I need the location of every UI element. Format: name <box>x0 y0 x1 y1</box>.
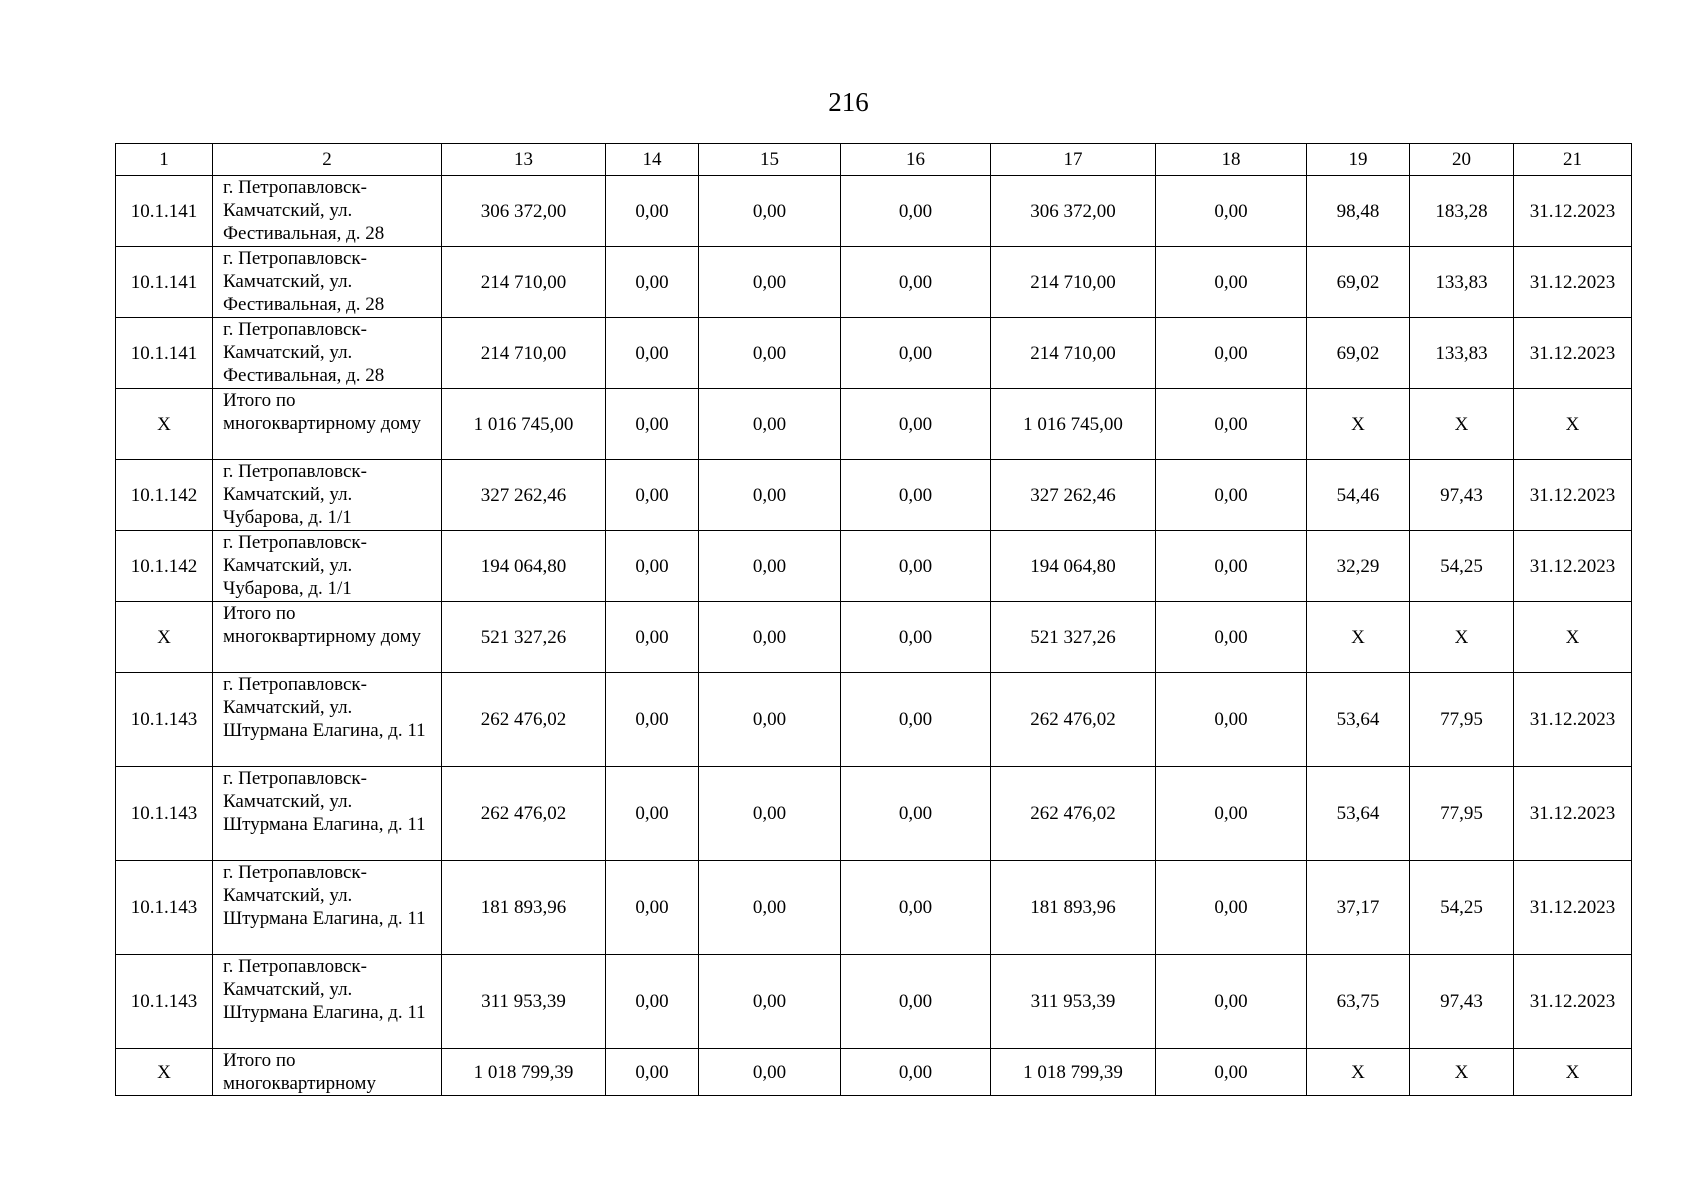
cell-value: 0,00 <box>606 767 699 861</box>
cell-number: 10.1.143 <box>116 955 213 1049</box>
cell-value: 0,00 <box>699 247 841 318</box>
cell-value: 0,00 <box>1156 460 1307 531</box>
cell-value: 97,43 <box>1410 460 1514 531</box>
cell-value: 77,95 <box>1410 767 1514 861</box>
cell-value: 0,00 <box>1156 531 1307 602</box>
cell-value: 0,00 <box>699 861 841 955</box>
cell-number: 10.1.141 <box>116 176 213 247</box>
data-table <box>115 143 1632 1096</box>
column-header: 20 <box>1410 144 1514 176</box>
cell-value: Х <box>1307 389 1410 460</box>
cell-value: 0,00 <box>606 176 699 247</box>
cell-value: 0,00 <box>606 389 699 460</box>
table-row <box>116 460 1632 531</box>
cell-value: 69,02 <box>1307 318 1410 389</box>
cell-value: 133,83 <box>1410 247 1514 318</box>
cell-number: 10.1.141 <box>116 318 213 389</box>
table-row <box>116 955 1632 1049</box>
table-row <box>116 318 1632 389</box>
cell-value: 181 893,96 <box>991 861 1156 955</box>
cell-value: 214 710,00 <box>991 247 1156 318</box>
cell-value: 63,75 <box>1307 955 1410 1049</box>
cell-value: 133,83 <box>1410 318 1514 389</box>
table-row <box>116 673 1632 767</box>
cell-value: 311 953,39 <box>442 955 606 1049</box>
cell-value: 0,00 <box>841 318 991 389</box>
cell-address: Итого по многоквартирному дому <box>213 602 442 673</box>
cell-value: 306 372,00 <box>991 176 1156 247</box>
cell-number: Х <box>116 389 213 460</box>
cell-value: 194 064,80 <box>442 531 606 602</box>
cell-value: 0,00 <box>699 389 841 460</box>
cell-address: г. Петропавловск-Камчатский, ул. Штурмана Елагина, д. 11 <box>213 767 442 861</box>
cell-address: г. Петропавловск-Камчатский, ул. Штурмана Елагина, д. 11 <box>213 673 442 767</box>
cell-address: г. Петропавловск-Камчатский, ул. Штурмана Елагина, д. 11 <box>213 955 442 1049</box>
cell-value: 0,00 <box>606 602 699 673</box>
column-header: 1 <box>116 144 213 176</box>
cell-value: 0,00 <box>606 1049 699 1096</box>
cell-value: 54,46 <box>1307 460 1410 531</box>
cell-value: 53,64 <box>1307 673 1410 767</box>
cell-value: 0,00 <box>606 673 699 767</box>
cell-value: 0,00 <box>841 767 991 861</box>
cell-value: 37,17 <box>1307 861 1410 955</box>
cell-date: Х <box>1514 602 1632 673</box>
cell-value: 0,00 <box>699 176 841 247</box>
cell-number: Х <box>116 1049 213 1096</box>
cell-value: 0,00 <box>606 955 699 1049</box>
cell-date: 31.12.2023 <box>1514 861 1632 955</box>
cell-value: 0,00 <box>841 861 991 955</box>
cell-value: 0,00 <box>841 176 991 247</box>
table-row <box>116 531 1632 602</box>
cell-date: 31.12.2023 <box>1514 955 1632 1049</box>
cell-value: 306 372,00 <box>442 176 606 247</box>
cell-value: 0,00 <box>841 955 991 1049</box>
table-row <box>116 247 1632 318</box>
cell-value: 262 476,02 <box>442 673 606 767</box>
cell-value: 98,48 <box>1307 176 1410 247</box>
cell-value: 0,00 <box>699 531 841 602</box>
cell-value: 214 710,00 <box>991 318 1156 389</box>
header-row <box>116 144 1632 176</box>
cell-value: Х <box>1307 602 1410 673</box>
column-header: 13 <box>442 144 606 176</box>
cell-value: 69,02 <box>1307 247 1410 318</box>
cell-value: 0,00 <box>841 531 991 602</box>
cell-value: 0,00 <box>1156 673 1307 767</box>
cell-value: 181 893,96 <box>442 861 606 955</box>
cell-date: Х <box>1514 389 1632 460</box>
cell-value: 214 710,00 <box>442 318 606 389</box>
cell-address: г. Петропавловск-Камчатский, ул. Чубарова, д. 1/1 <box>213 460 442 531</box>
cell-number: 10.1.142 <box>116 460 213 531</box>
table-row-total <box>116 389 1632 460</box>
column-header: 19 <box>1307 144 1410 176</box>
column-header: 14 <box>606 144 699 176</box>
cell-value: 0,00 <box>1156 602 1307 673</box>
column-header: 18 <box>1156 144 1307 176</box>
cell-value: 521 327,26 <box>991 602 1156 673</box>
cell-value: 311 953,39 <box>991 955 1156 1049</box>
cell-date: 31.12.2023 <box>1514 176 1632 247</box>
cell-value: 0,00 <box>1156 1049 1307 1096</box>
table-row <box>116 176 1632 247</box>
cell-value: 0,00 <box>606 247 699 318</box>
column-header: 17 <box>991 144 1156 176</box>
cell-value: 0,00 <box>841 602 991 673</box>
cell-value: 1 016 745,00 <box>991 389 1156 460</box>
cell-value: 0,00 <box>606 460 699 531</box>
cell-value: 0,00 <box>699 460 841 531</box>
cell-date: 31.12.2023 <box>1514 673 1632 767</box>
column-header: 16 <box>841 144 991 176</box>
column-header: 15 <box>699 144 841 176</box>
cell-value: 97,43 <box>1410 955 1514 1049</box>
cell-date: 31.12.2023 <box>1514 767 1632 861</box>
table-row-total <box>116 602 1632 673</box>
cell-value: 0,00 <box>699 955 841 1049</box>
column-header: 2 <box>213 144 442 176</box>
cell-value: 0,00 <box>841 389 991 460</box>
cell-value: 214 710,00 <box>442 247 606 318</box>
cell-value: 262 476,02 <box>991 767 1156 861</box>
cell-value: 0,00 <box>1156 861 1307 955</box>
cell-value: Х <box>1410 602 1514 673</box>
cell-number: 10.1.142 <box>116 531 213 602</box>
cell-value: 0,00 <box>841 460 991 531</box>
cell-value: 53,64 <box>1307 767 1410 861</box>
cell-date: 31.12.2023 <box>1514 531 1632 602</box>
cell-number: 10.1.143 <box>116 861 213 955</box>
table-row-total <box>116 1049 1632 1096</box>
cell-value: 0,00 <box>699 318 841 389</box>
cell-value: 1 018 799,39 <box>991 1049 1156 1096</box>
cell-value: 0,00 <box>606 861 699 955</box>
cell-value: 0,00 <box>1156 767 1307 861</box>
cell-value: 0,00 <box>841 247 991 318</box>
cell-value: 0,00 <box>841 1049 991 1096</box>
cell-value: 194 064,80 <box>991 531 1156 602</box>
cell-value: Х <box>1307 1049 1410 1096</box>
cell-address: г. Петропавловск-Камчатский, ул. Фестивальная, д. 28 <box>213 318 442 389</box>
cell-value: 0,00 <box>606 318 699 389</box>
cell-number: 10.1.143 <box>116 767 213 861</box>
cell-value: 0,00 <box>1156 318 1307 389</box>
cell-value: 32,29 <box>1307 531 1410 602</box>
cell-address: г. Петропавловск-Камчатский, ул. Фестивальная, д. 28 <box>213 176 442 247</box>
cell-value: Х <box>1410 1049 1514 1096</box>
cell-address: г. Петропавловск-Камчатский, ул. Чубарова, д. 1/1 <box>213 531 442 602</box>
cell-value: 1 016 745,00 <box>442 389 606 460</box>
page-number: 216 <box>828 87 869 117</box>
table-row <box>116 861 1632 955</box>
cell-date: 31.12.2023 <box>1514 247 1632 318</box>
cell-value: 0,00 <box>1156 176 1307 247</box>
cell-number: 10.1.143 <box>116 673 213 767</box>
cell-number: Х <box>116 602 213 673</box>
cell-value: 327 262,46 <box>991 460 1156 531</box>
cell-address: Итого по многоквартирному дому <box>213 389 442 460</box>
cell-address: г. Петропавловск-Камчатский, ул. Штурмана Елагина, д. 11 <box>213 861 442 955</box>
cell-value: 0,00 <box>841 673 991 767</box>
column-header: 21 <box>1514 144 1632 176</box>
cell-value: 54,25 <box>1410 531 1514 602</box>
cell-value: 0,00 <box>1156 389 1307 460</box>
cell-value: 0,00 <box>699 673 841 767</box>
cell-value: 0,00 <box>699 767 841 861</box>
cell-date: 31.12.2023 <box>1514 318 1632 389</box>
cell-date: Х <box>1514 1049 1632 1096</box>
cell-value: 77,95 <box>1410 673 1514 767</box>
cell-value: 54,25 <box>1410 861 1514 955</box>
cell-value: 0,00 <box>606 531 699 602</box>
cell-address: г. Петропавловск-Камчатский, ул. Фестивальная, д. 28 <box>213 247 442 318</box>
cell-address: Итого по многоквартирному <box>213 1049 442 1096</box>
cell-value: 0,00 <box>699 602 841 673</box>
cell-value: 0,00 <box>1156 247 1307 318</box>
cell-value: 183,28 <box>1410 176 1514 247</box>
cell-value: 0,00 <box>1156 955 1307 1049</box>
cell-value: 0,00 <box>699 1049 841 1096</box>
cell-number: 10.1.141 <box>116 247 213 318</box>
cell-value: 262 476,02 <box>442 767 606 861</box>
cell-date: 31.12.2023 <box>1514 460 1632 531</box>
cell-value: Х <box>1410 389 1514 460</box>
cell-value: 1 018 799,39 <box>442 1049 606 1096</box>
cell-value: 327 262,46 <box>442 460 606 531</box>
table-row <box>116 767 1632 861</box>
cell-value: 521 327,26 <box>442 602 606 673</box>
cell-value: 262 476,02 <box>991 673 1156 767</box>
